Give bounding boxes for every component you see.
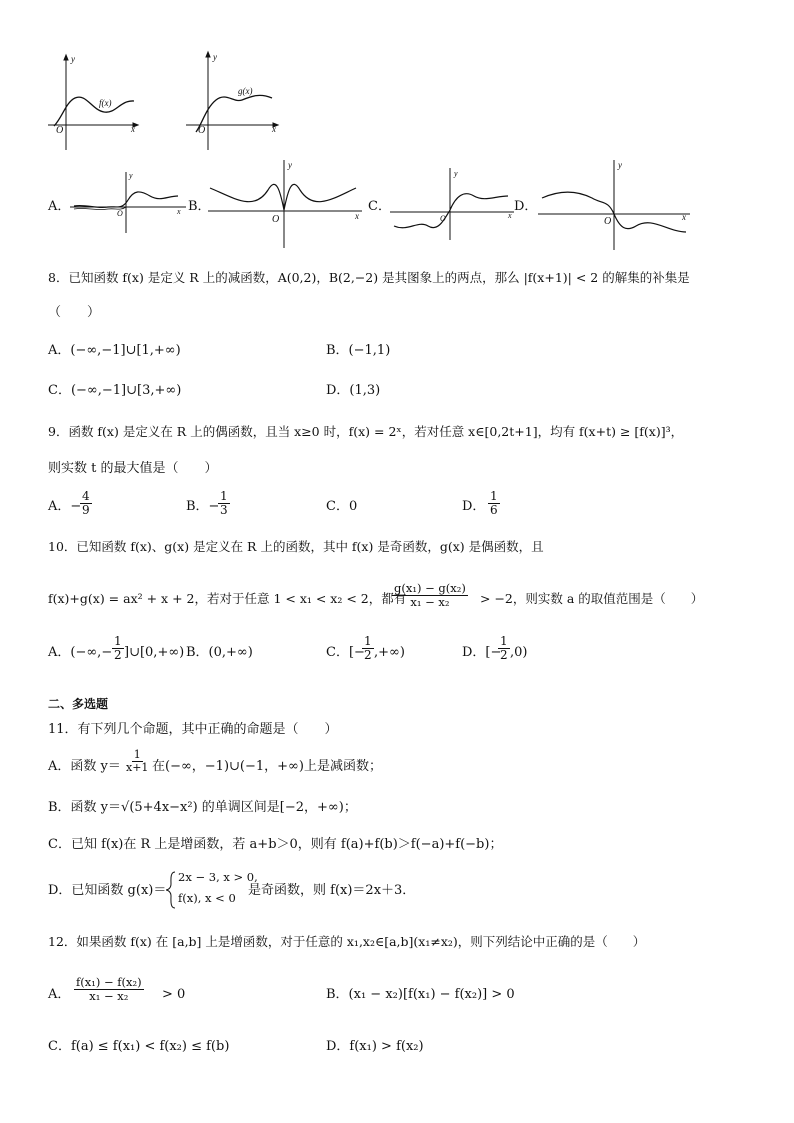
q9-option-c[interactable]: C．0 xyxy=(326,499,358,514)
q9-option-a-fraction xyxy=(80,490,92,517)
q11-option-b[interactable]: B．函数 y＝√(5+4x−x²) 的单调区间是[−2，+∞)； xyxy=(48,800,357,815)
q10-c-numerator: 1 xyxy=(364,634,372,648)
q11-option-a-prefix[interactable]: A．函数 y＝ xyxy=(48,759,121,774)
option-b-x: x xyxy=(355,211,359,221)
q8-option-a[interactable]: A．(−∞,−1]∪[1,+∞) xyxy=(48,343,181,358)
q10-option-c-fraction xyxy=(362,635,374,662)
q7-option-d[interactable]: D． xyxy=(514,199,538,214)
q9-a-denominator: 9 xyxy=(82,503,90,518)
q12-a-denominator: x₁ − x₂ xyxy=(89,988,129,1003)
q10-line2-prefix: f(x)+g(x) = ax² + x + 2，若对于任意 1 < x₁ < x₂ < 2，都有 xyxy=(48,591,407,606)
q12-option-d[interactable]: D．f(x₁) > f(x₂) xyxy=(326,1039,424,1054)
option-b-origin: O xyxy=(272,214,280,225)
q9-option-d-fraction xyxy=(488,490,500,517)
option-b-y: y xyxy=(288,160,292,170)
graph-f-y-label: y xyxy=(71,54,75,64)
q8-stem: 8．已知函数 f(x) 是定义 R 上的减函数，A(0,2)，B(2,−2) 是其图象上的两点，那么 |f(x+1)| < 2 的解集的补集是 xyxy=(48,270,690,285)
q9-option-a-prefix[interactable]: A．− xyxy=(48,499,82,514)
q9-a-numerator: 4 xyxy=(82,489,90,503)
q8-paren: （ ） xyxy=(48,305,101,320)
q11-option-a-fraction xyxy=(126,749,148,774)
q11-option-a-suffix: 在(−∞，−1)∪(−1，+∞)上是减函数； xyxy=(152,759,382,774)
q10-option-a-prefix[interactable]: A．(−∞,− xyxy=(48,645,113,660)
q10-d-numerator: 1 xyxy=(500,634,508,648)
option-d-y: y xyxy=(618,160,622,170)
q10-stem: 10．已知函数 f(x)、g(x) 是定义在 R 上的函数，其中 f(x) 是奇函数，g(x) 是偶函数，且 xyxy=(48,539,544,554)
q7-option-a[interactable]: A． xyxy=(48,199,71,214)
q11-stem: 11．有下列几个命题，其中正确的命题是（ ） xyxy=(48,722,338,737)
q10-option-d-fraction xyxy=(498,635,510,662)
option-b-graph xyxy=(208,160,362,248)
piecewise-brace xyxy=(166,872,175,908)
q9-d-numerator: 1 xyxy=(490,489,498,503)
q7-option-b[interactable]: B． xyxy=(188,199,211,214)
q12-option-a-prefix[interactable]: A． xyxy=(48,987,71,1002)
q9-option-b-prefix[interactable]: B．− xyxy=(186,499,220,514)
q10-option-c-suffix: ,+∞) xyxy=(374,645,405,660)
graph-g-origin: O xyxy=(198,125,206,136)
q10-option-d-prefix[interactable]: D．[− xyxy=(462,645,502,660)
q10-fraction-denominator: x₁ − x₂ xyxy=(410,594,450,609)
option-c-graph xyxy=(390,168,514,240)
q9-b-numerator: 1 xyxy=(220,489,228,503)
q12-option-a-suffix: > 0 xyxy=(162,987,186,1002)
q8-option-b[interactable]: B．(−1,1) xyxy=(326,343,391,358)
q9-option-b-fraction xyxy=(218,490,230,517)
q10-fraction-numerator: g(x₁) − g(x₂) xyxy=(394,581,466,595)
q10-option-c-prefix[interactable]: C．[− xyxy=(326,645,365,660)
q11-d-case1: 2x − 3, x > 0, xyxy=(178,870,258,884)
q12-option-a-fraction xyxy=(74,976,144,1002)
q10-option-a-suffix: ]∪[0,+∞) xyxy=(124,645,185,660)
option-c-y: y xyxy=(454,169,458,178)
q10-d-denominator: 2 xyxy=(500,648,508,663)
q11-a-numerator: 1 xyxy=(133,748,141,761)
q7-option-c[interactable]: C． xyxy=(368,199,391,214)
q10-option-b[interactable]: B．(0,+∞) xyxy=(186,645,253,660)
q11-option-d-prefix[interactable]: D．已知函数 g(x)＝ xyxy=(48,883,167,898)
graph-f-label: f(x) xyxy=(99,98,112,108)
q9-option-d-prefix[interactable]: D． xyxy=(462,499,486,514)
graph-g-label: g(x) xyxy=(238,86,253,96)
q12-a-numerator: f(x₁) − f(x₂) xyxy=(76,975,142,989)
q8-option-d[interactable]: D．(1,3) xyxy=(326,383,381,398)
q10-option-a-fraction xyxy=(112,635,124,662)
q10-option-d-suffix: ,0) xyxy=(510,645,528,660)
q9-stem: 9．函数 f(x) 是定义在 R 上的偶函数，且当 x≥0 时，f(x) = 2ˣ，若对任意 x∈[0,2t+1]，均有 f(x+t) ≥ [f(x)]³， xyxy=(48,424,684,439)
q10-a-numerator: 1 xyxy=(114,634,122,648)
q9-b-denominator: 3 xyxy=(220,503,228,518)
q11-a-denominator: x+1 xyxy=(126,761,149,775)
option-a-y: y xyxy=(129,171,133,180)
option-d-origin: O xyxy=(604,216,612,227)
option-a-x: x xyxy=(177,207,181,216)
q10-fraction xyxy=(392,582,468,608)
option-c-origin: O xyxy=(440,214,446,223)
option-a-graph xyxy=(70,172,186,233)
q12-option-c[interactable]: C．f(a) ≤ f(x₁) < f(x₂) ≤ f(b) xyxy=(48,1039,230,1054)
q11-option-d-suffix: 是奇函数，则 f(x)＝2x＋3． xyxy=(248,883,416,898)
q12-option-b[interactable]: B．(x₁ − x₂)[f(x₁) − f(x₂)] > 0 xyxy=(326,987,515,1002)
q10-a-denominator: 2 xyxy=(114,648,122,663)
graph-f-origin: O xyxy=(56,125,64,136)
q8-option-c[interactable]: C．(−∞,−1]∪[3,+∞) xyxy=(48,383,182,398)
graph-g-x-label: x xyxy=(272,124,276,134)
option-c-x: x xyxy=(508,211,512,220)
q9-stem-line2: 则实数 t 的最大值是（ ） xyxy=(48,461,218,476)
section-heading-multi-choice: 二、多选题 xyxy=(48,697,109,711)
graph-f-x-label: x xyxy=(131,124,135,134)
q11-d-case2: f(x), x < 0 xyxy=(178,891,236,905)
option-a-origin: O xyxy=(117,209,123,218)
q11-option-c[interactable]: C．已知 f(x)在 R 上是增函数，若 a+b＞0，则有 f(a)+f(b)＞f(−a)+f(−b)； xyxy=(48,837,503,852)
q12-stem: 12．如果函数 f(x) 在 [a,b] 上是增函数，对于任意的 x₁,x₂∈[a,b](x₁≠x₂)，则下列结论中正确的是（ ） xyxy=(48,934,646,949)
option-d-graph xyxy=(538,160,690,250)
q9-d-denominator: 6 xyxy=(490,503,498,518)
option-d-x: x xyxy=(682,212,686,222)
q10-line2-suffix: > −2，则实数 a 的取值范围是（ ） xyxy=(480,591,704,606)
graph-g-y-label: y xyxy=(213,52,217,62)
q10-c-denominator: 2 xyxy=(364,648,372,663)
